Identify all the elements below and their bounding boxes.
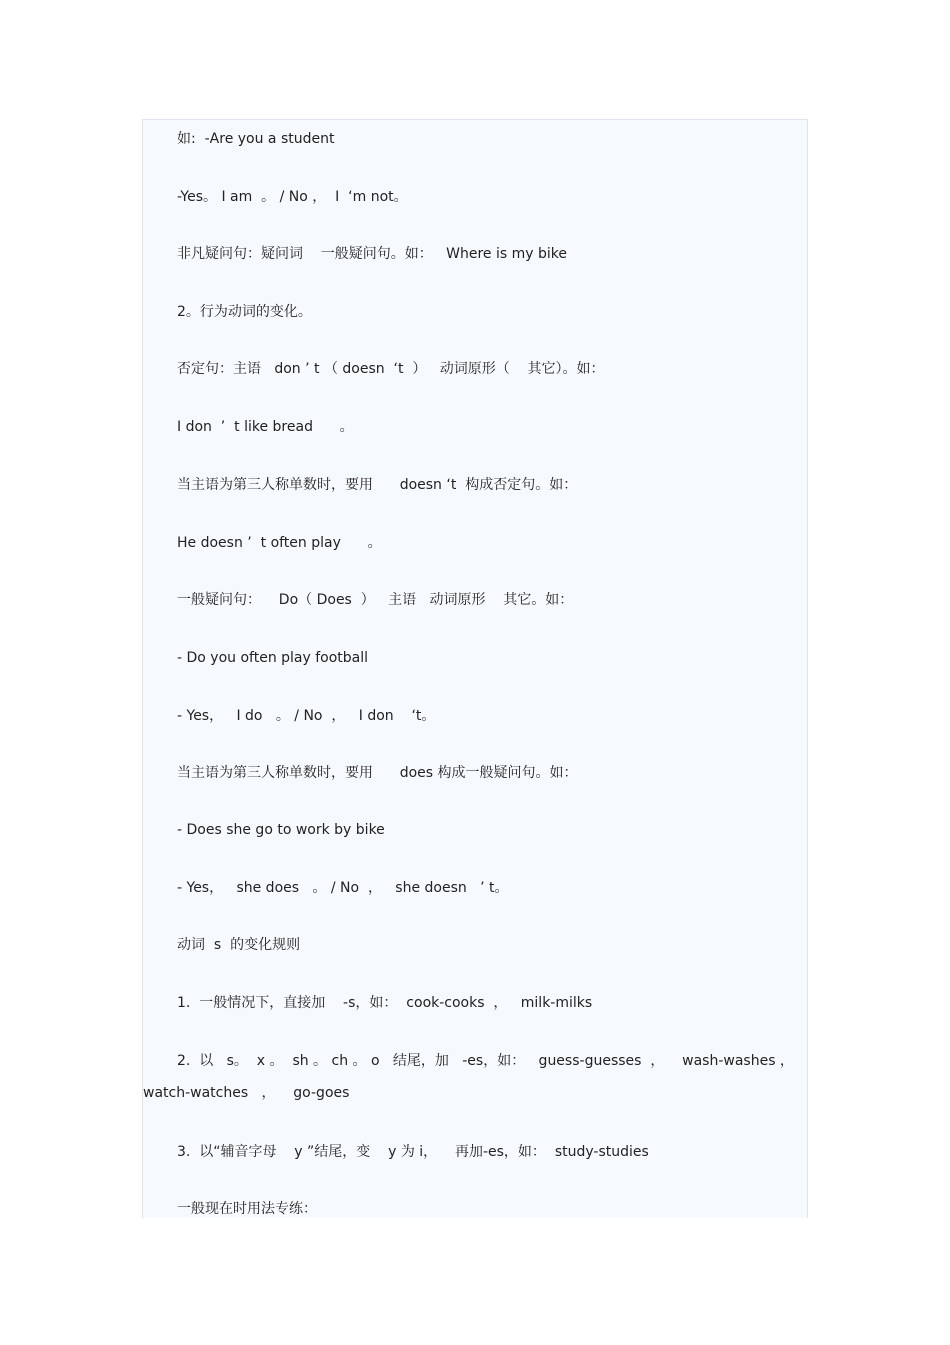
text-line-4: 2。行为动词的变化。 <box>177 304 312 320</box>
text-line-1: 如: -Are you a student <box>177 131 335 147</box>
text-line-8: He doesn ’ t often play 。 <box>177 535 382 551</box>
text-line-7: 当主语为第三人称单数时，要用 doesn ‘t 构成否定句。如： <box>177 477 578 493</box>
text-line-16: 1. 一般情况下，直接加 -s，如： cook-cooks ， milk-milks <box>177 995 593 1011</box>
text-line-17-continued: watch-watches ， go-goes <box>143 1085 350 1101</box>
text-line-13: - Does she go to work by bike <box>177 822 385 838</box>
text-line-3: 非凡疑问句：疑问词 一般疑问句。如： Where is my bike <box>177 246 567 262</box>
text-line-15: 动词 s 的变化规则 <box>177 937 301 953</box>
text-line-12: 当主语为第三人称单数时，要用 does 构成一般疑问句。如： <box>177 765 578 781</box>
text-line-11: - Yes， I do 。 / No ， I don ‘t。 <box>177 708 436 724</box>
text-line-18: 3. 以“辅音字母 y ”结尾，变 y 为 i， 再加-es，如： study-studies <box>177 1144 649 1160</box>
text-line-6: I don ’ t like bread 。 <box>177 419 354 435</box>
text-line-19: 一般现在时用法专练： <box>177 1201 317 1217</box>
text-line-14: - Yes， she does 。 / No ， she doesn ’ t。 <box>177 880 509 896</box>
text-line-10: - Do you often play football <box>177 650 369 666</box>
text-line-17: 2. 以 s。 x 。 sh 。 ch 。 o 结尾，加 -es，如： guess-guesses ， wash-washes ， <box>177 1053 794 1069</box>
text-line-2: -Yes。 I am 。 / No ， I ‘m not。 <box>177 189 408 205</box>
text-line-9: 一般疑问句： Do（ Does ） 主语 动词原形 其它。如： <box>177 592 574 608</box>
text-line-5: 否定句：主语 don ’ t （ doesn ‘t ） 动词原形（ 其它）。如： <box>177 361 605 377</box>
